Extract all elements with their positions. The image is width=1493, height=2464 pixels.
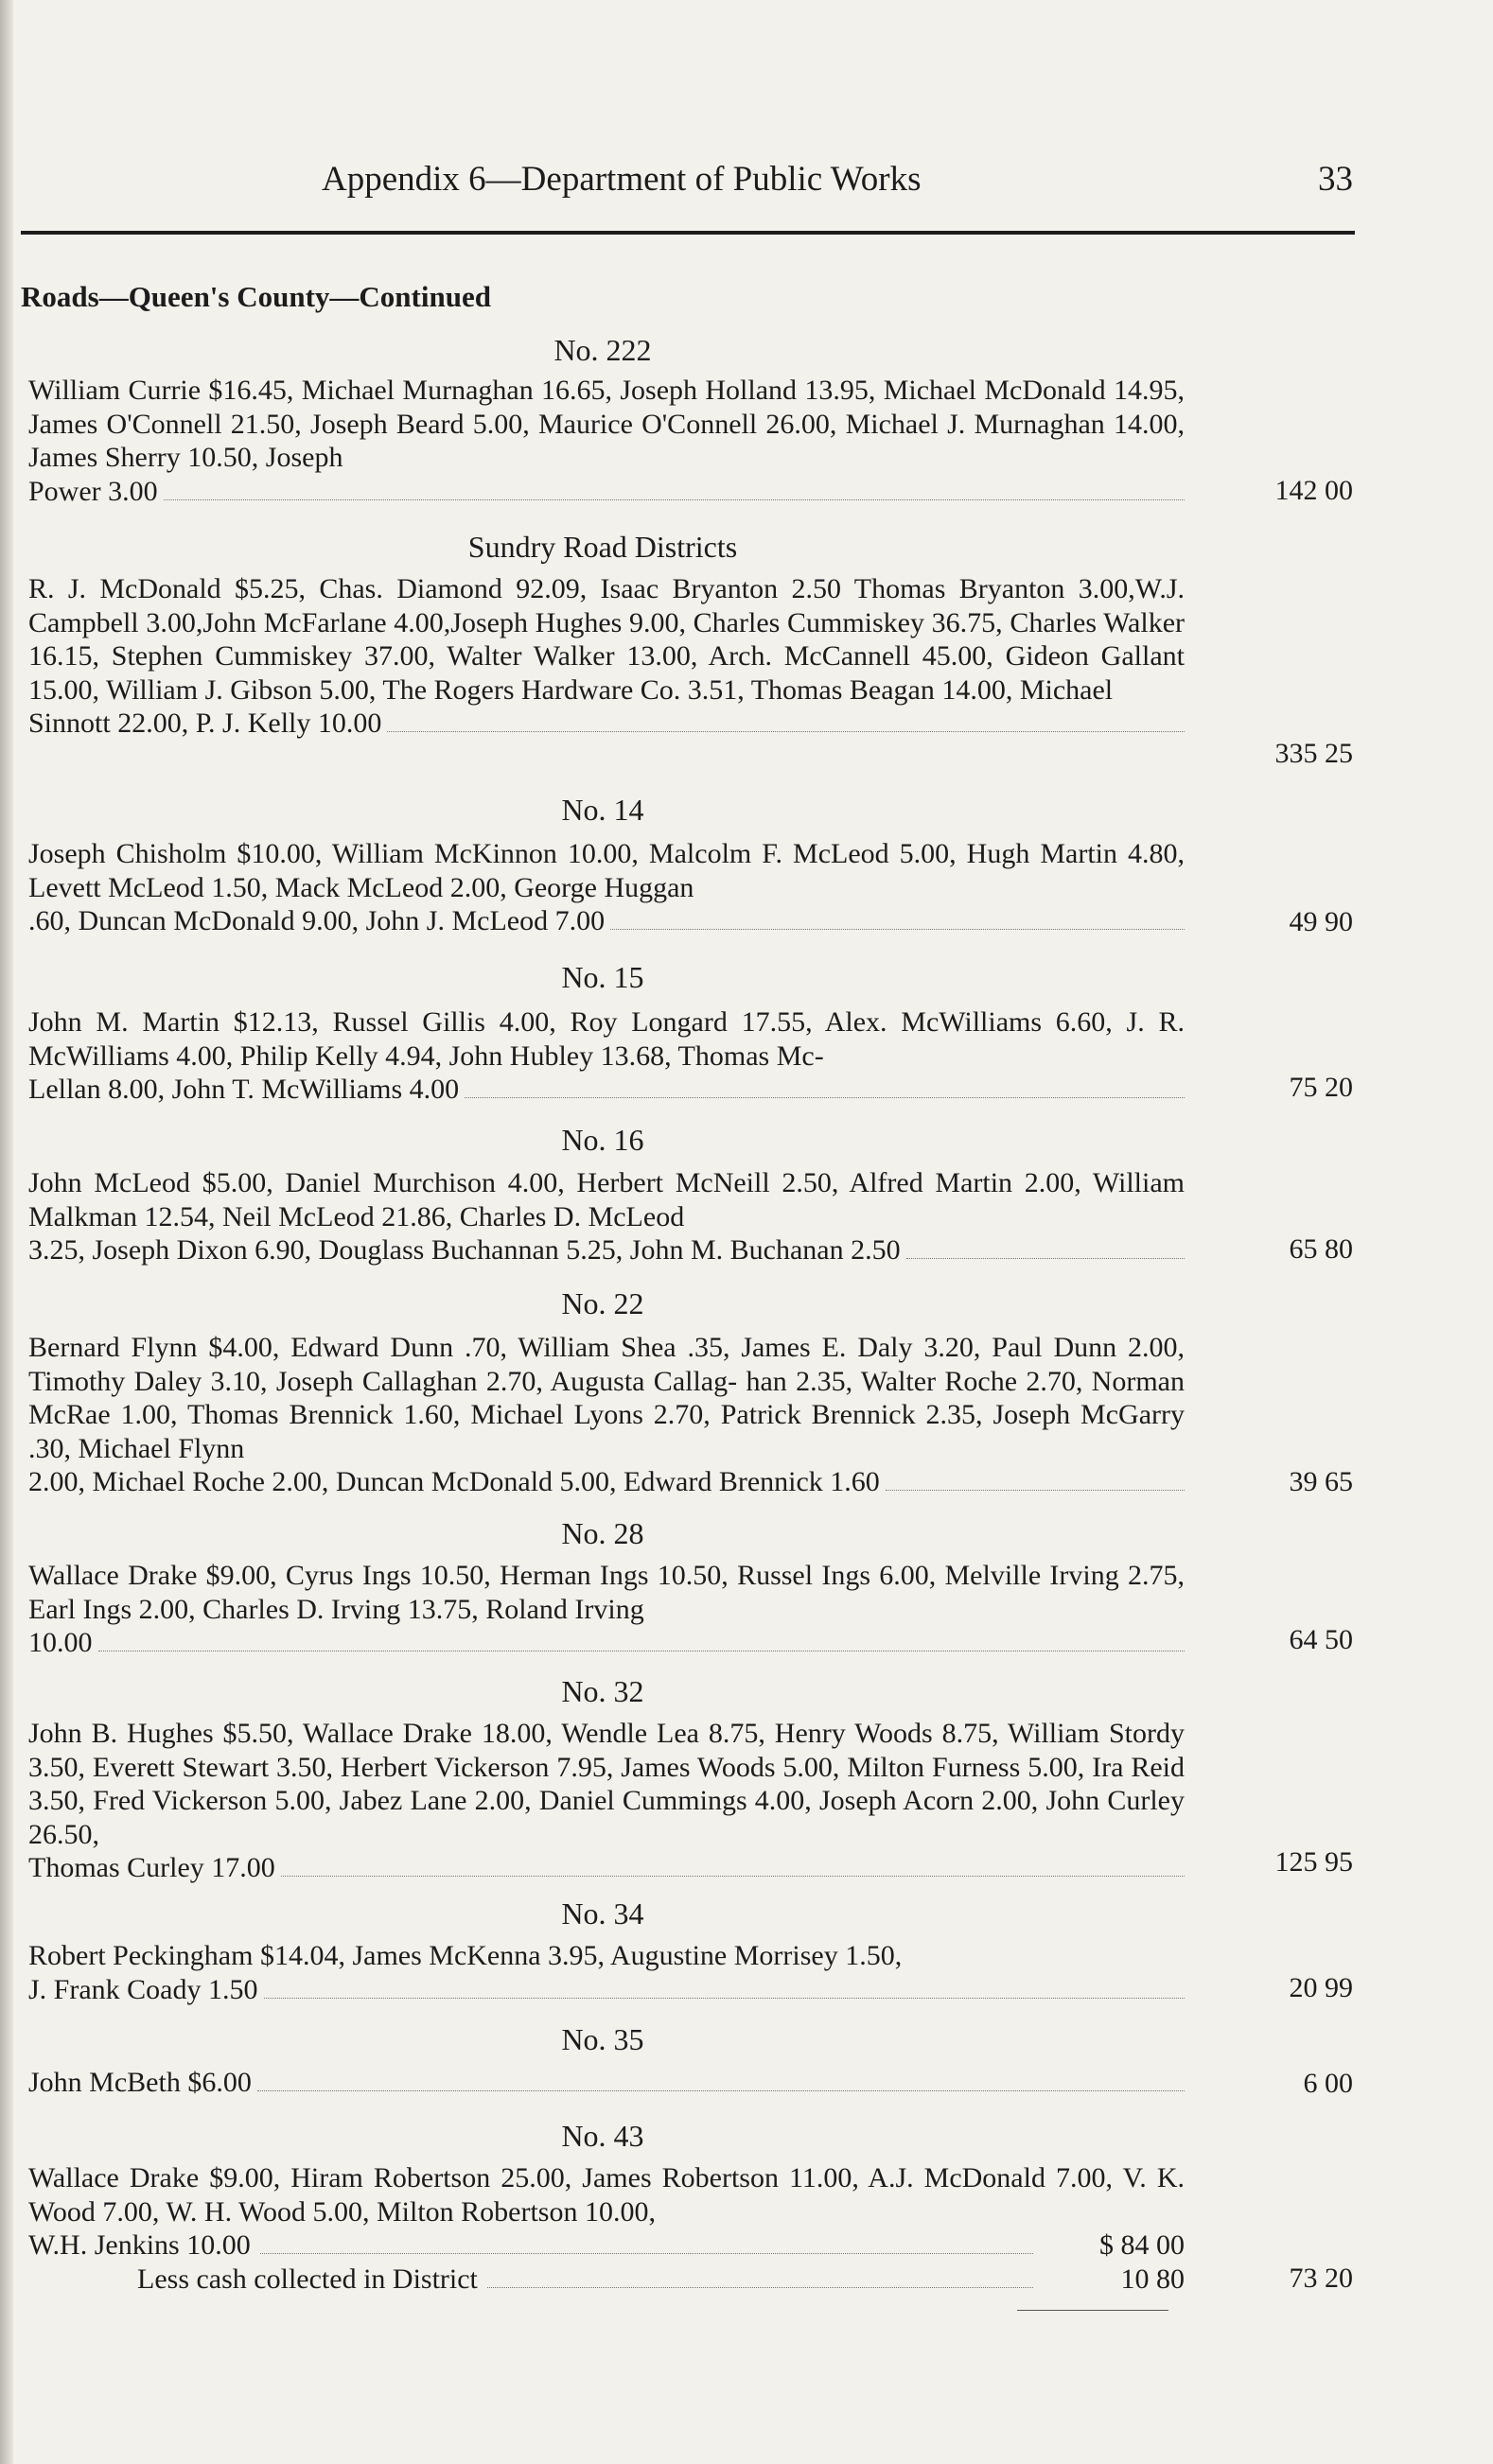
- total-rule: [1017, 2310, 1168, 2311]
- district-heading: No. 32: [561, 1674, 644, 1708]
- entry-last-line: Sinnott 22.00, P. J. Kelly 10.00: [28, 708, 382, 739]
- district-amount: 20 99: [1289, 1972, 1353, 2003]
- district-heading: Sundry Road Districts: [467, 530, 738, 564]
- entry-last-line: .60, Duncan McDonald 9.00, John J. McLeod 7.00: [28, 905, 606, 936]
- district-heading: No. 14: [561, 793, 644, 827]
- district-amount: 65 80: [1289, 1233, 1353, 1265]
- district-entry: [28, 1939, 1185, 2006]
- entry-text: John B. Hughes $5.50, Wallace Drake 18.00, Wendle Lea 8.75, Henry Woods 8.75, William Stordy 3.50, Everett Stewart 3.50, Herbert Vickerson 7.95, James Woods 5.00, Milton Furness 5.00, Ira Reid 3.50, Fred Vickerson 5.00, Jabez Lane 2.00, Daniel Cummings 4.00, Joseph Acorn 2.00, John Curley 26.50,: [28, 1718, 1185, 1850]
- entry-last-line: John McBeth $6.00: [28, 2067, 252, 2098]
- entry-text: Wallace Drake $9.00, Cyrus Ings 10.50, Herman Ings 10.50, Russel Ings 6.00, Melville Irving 2.75, Earl Ings 2.00, Charles D. Irving 13.75, Roland Irving: [28, 1560, 1185, 1625]
- leader-dots: [387, 730, 1185, 732]
- district-entry: [28, 2161, 1185, 2296]
- leader-dots: [610, 928, 1185, 930]
- district-heading: No. 16: [561, 1123, 644, 1157]
- district-amount: 335 25: [1274, 738, 1353, 769]
- district-heading: No. 28: [561, 1516, 644, 1550]
- district-entry: [28, 1717, 1185, 1885]
- entry-text: John M. Martin $12.13, Russel Gillis 4.00, Roy Longard 17.55, Alex. McWilliams 6.60, J. R. McWilliams 4.00, Philip Kelly 4.94, John Hubley 13.68, Thomas Mc-: [28, 1006, 1185, 1072]
- entry-text: Bernard Flynn $4.00, Edward Dunn .70, William Shea .35, James E. Daly 3.20, Paul Dunn 2.00, Timothy Daley 3.10, Joseph Callaghan 2.70, Augusta Callag- han 2.35, Walter Roche 2.70, Norman McRae 1.00, Thomas Brennick 1.60, Michael Lyons 2.70, Patrick Brennick 2.35, Joseph McGarry .30, Michael Flynn: [28, 1332, 1185, 1464]
- page-header: [322, 159, 1353, 206]
- entry-last-line: 10.00: [28, 1627, 93, 1658]
- district-heading: No. 22: [561, 1286, 644, 1320]
- entry-text: R. J. McDonald $5.25, Chas. Diamond 92.09, Isaac Bryanton 2.50 Thomas Bryanton 3.00,W.J. Campbell 3.00,John McFarlane 4.00,Joseph Hughes 9.00, Charles Cummiskey 36.75, Charles Walker 16.15, Stephen Cummiskey 37.00, Walter Walker 13.00, Arch. McCannell 45.00, Gideon Gallant 15.00, William J. Gibson 5.00, The Rogers Hardware Co. 3.51, Thomas Beagan 14.00, Michael: [28, 573, 1185, 706]
- subtotal-value: $ 84 00: [1099, 2229, 1185, 2261]
- entry-last-line: 3.25, Joseph Dixon 6.90, Douglass Buchannan 5.25, John M. Buchanan 2.50: [28, 1234, 901, 1266]
- district-amount: 75 20: [1289, 1072, 1353, 1103]
- entry-text: William Currie $16.45, Michael Murnaghan 16.65, Joseph Holland 13.95, Michael McDonald 14.95, James O'Connell 21.50, Joseph Beard 5.00, Maurice O'Connell 26.00, Michael J. Murnaghan 14.00, James Sherry 10.50, Joseph: [28, 375, 1185, 473]
- deduction-value: 10 80: [1120, 2263, 1185, 2295]
- leader-dots: [281, 1875, 1185, 1877]
- entry-last-line: Power 3.00: [28, 475, 158, 507]
- district-amount: 125 95: [1274, 1846, 1353, 1878]
- district-entry: [28, 1559, 1185, 1660]
- leader-dots: [906, 1257, 1185, 1259]
- entry-last-line: Lellan 8.00, John T. McWilliams 4.00: [28, 1074, 460, 1105]
- entry-text: John McLeod $5.00, Daniel Murchison 4.00, Herbert McNeill 2.50, Alfred Martin 2.00, William Malkman 12.54, Neil McLeod 21.86, Charles D. McLeod: [28, 1167, 1185, 1232]
- entry-last-line: Thomas Curley 17.00: [28, 1852, 275, 1883]
- district-heading: No. 35: [561, 2022, 644, 2056]
- entry-text: Joseph Chisholm $10.00, William McKinnon 10.00, Malcolm F. McLeod 5.00, Hugh Martin 4.80, Levett McLeod 1.50, Mack McLeod 2.00, George Huggan: [28, 838, 1185, 903]
- district-entry: [28, 1166, 1185, 1267]
- district-amount: 64 50: [1289, 1624, 1353, 1655]
- entry-text: Robert Peckingham $14.04, James McKenna 3.95, Augustine Morrisey 1.50,: [28, 1940, 903, 1971]
- district-entry: [28, 837, 1185, 938]
- district-amount: 142 00: [1274, 475, 1353, 506]
- leader-dots: [257, 2089, 1185, 2091]
- district-entry: [28, 1005, 1185, 1107]
- district-heading: No. 43: [561, 2119, 644, 2153]
- leader-dots: [98, 1650, 1186, 1651]
- entry-last-line: J. Frank Coady 1.50: [28, 1973, 258, 2005]
- leader-dots: [465, 1096, 1185, 1098]
- header-title: Appendix 6—Department of Public Works: [322, 160, 922, 199]
- district-amount: 73 20: [1289, 2263, 1353, 2294]
- entry-last-line: W.H. Jenkins 10.00: [28, 2229, 251, 2261]
- district-entry: [28, 1331, 1185, 1499]
- page-binding-shadow: [0, 0, 13, 2464]
- leader-dots: [260, 2252, 1033, 2254]
- district-entry: [28, 374, 1185, 508]
- leader-dots: [886, 1489, 1185, 1491]
- entry-last-line: 2.00, Michael Roche 2.00, Duncan McDonald 5.00, Edward Brennick 1.60: [28, 1466, 880, 1497]
- deduction-label: Less cash collected in District: [137, 2263, 478, 2295]
- leader-dots: [164, 498, 1185, 500]
- section-title: Roads—Queen's County—Continued: [21, 280, 491, 313]
- entry-text: Wallace Drake $9.00, Hiram Robertson 25.00, James Robertson 11.00, A.J. McDonald 7.00, V. K. Wood 7.00, W. H. Wood 5.00, Milton Robertson 10.00,: [28, 2162, 1185, 2228]
- district-amount: 39 65: [1289, 1466, 1353, 1497]
- district-entry: [28, 572, 1185, 741]
- district-heading: No. 15: [561, 960, 644, 994]
- district-amount: 49 90: [1289, 906, 1353, 937]
- district-entry: [28, 2066, 1185, 2100]
- district-amount: 6 00: [1303, 2068, 1353, 2099]
- page-number: 33: [1318, 160, 1353, 199]
- district-heading: No. 222: [553, 333, 652, 367]
- header-rule: [21, 231, 1355, 235]
- leader-dots: [487, 2286, 1033, 2288]
- district-heading: No. 34: [561, 1896, 644, 1931]
- leader-dots: [264, 1997, 1186, 1999]
